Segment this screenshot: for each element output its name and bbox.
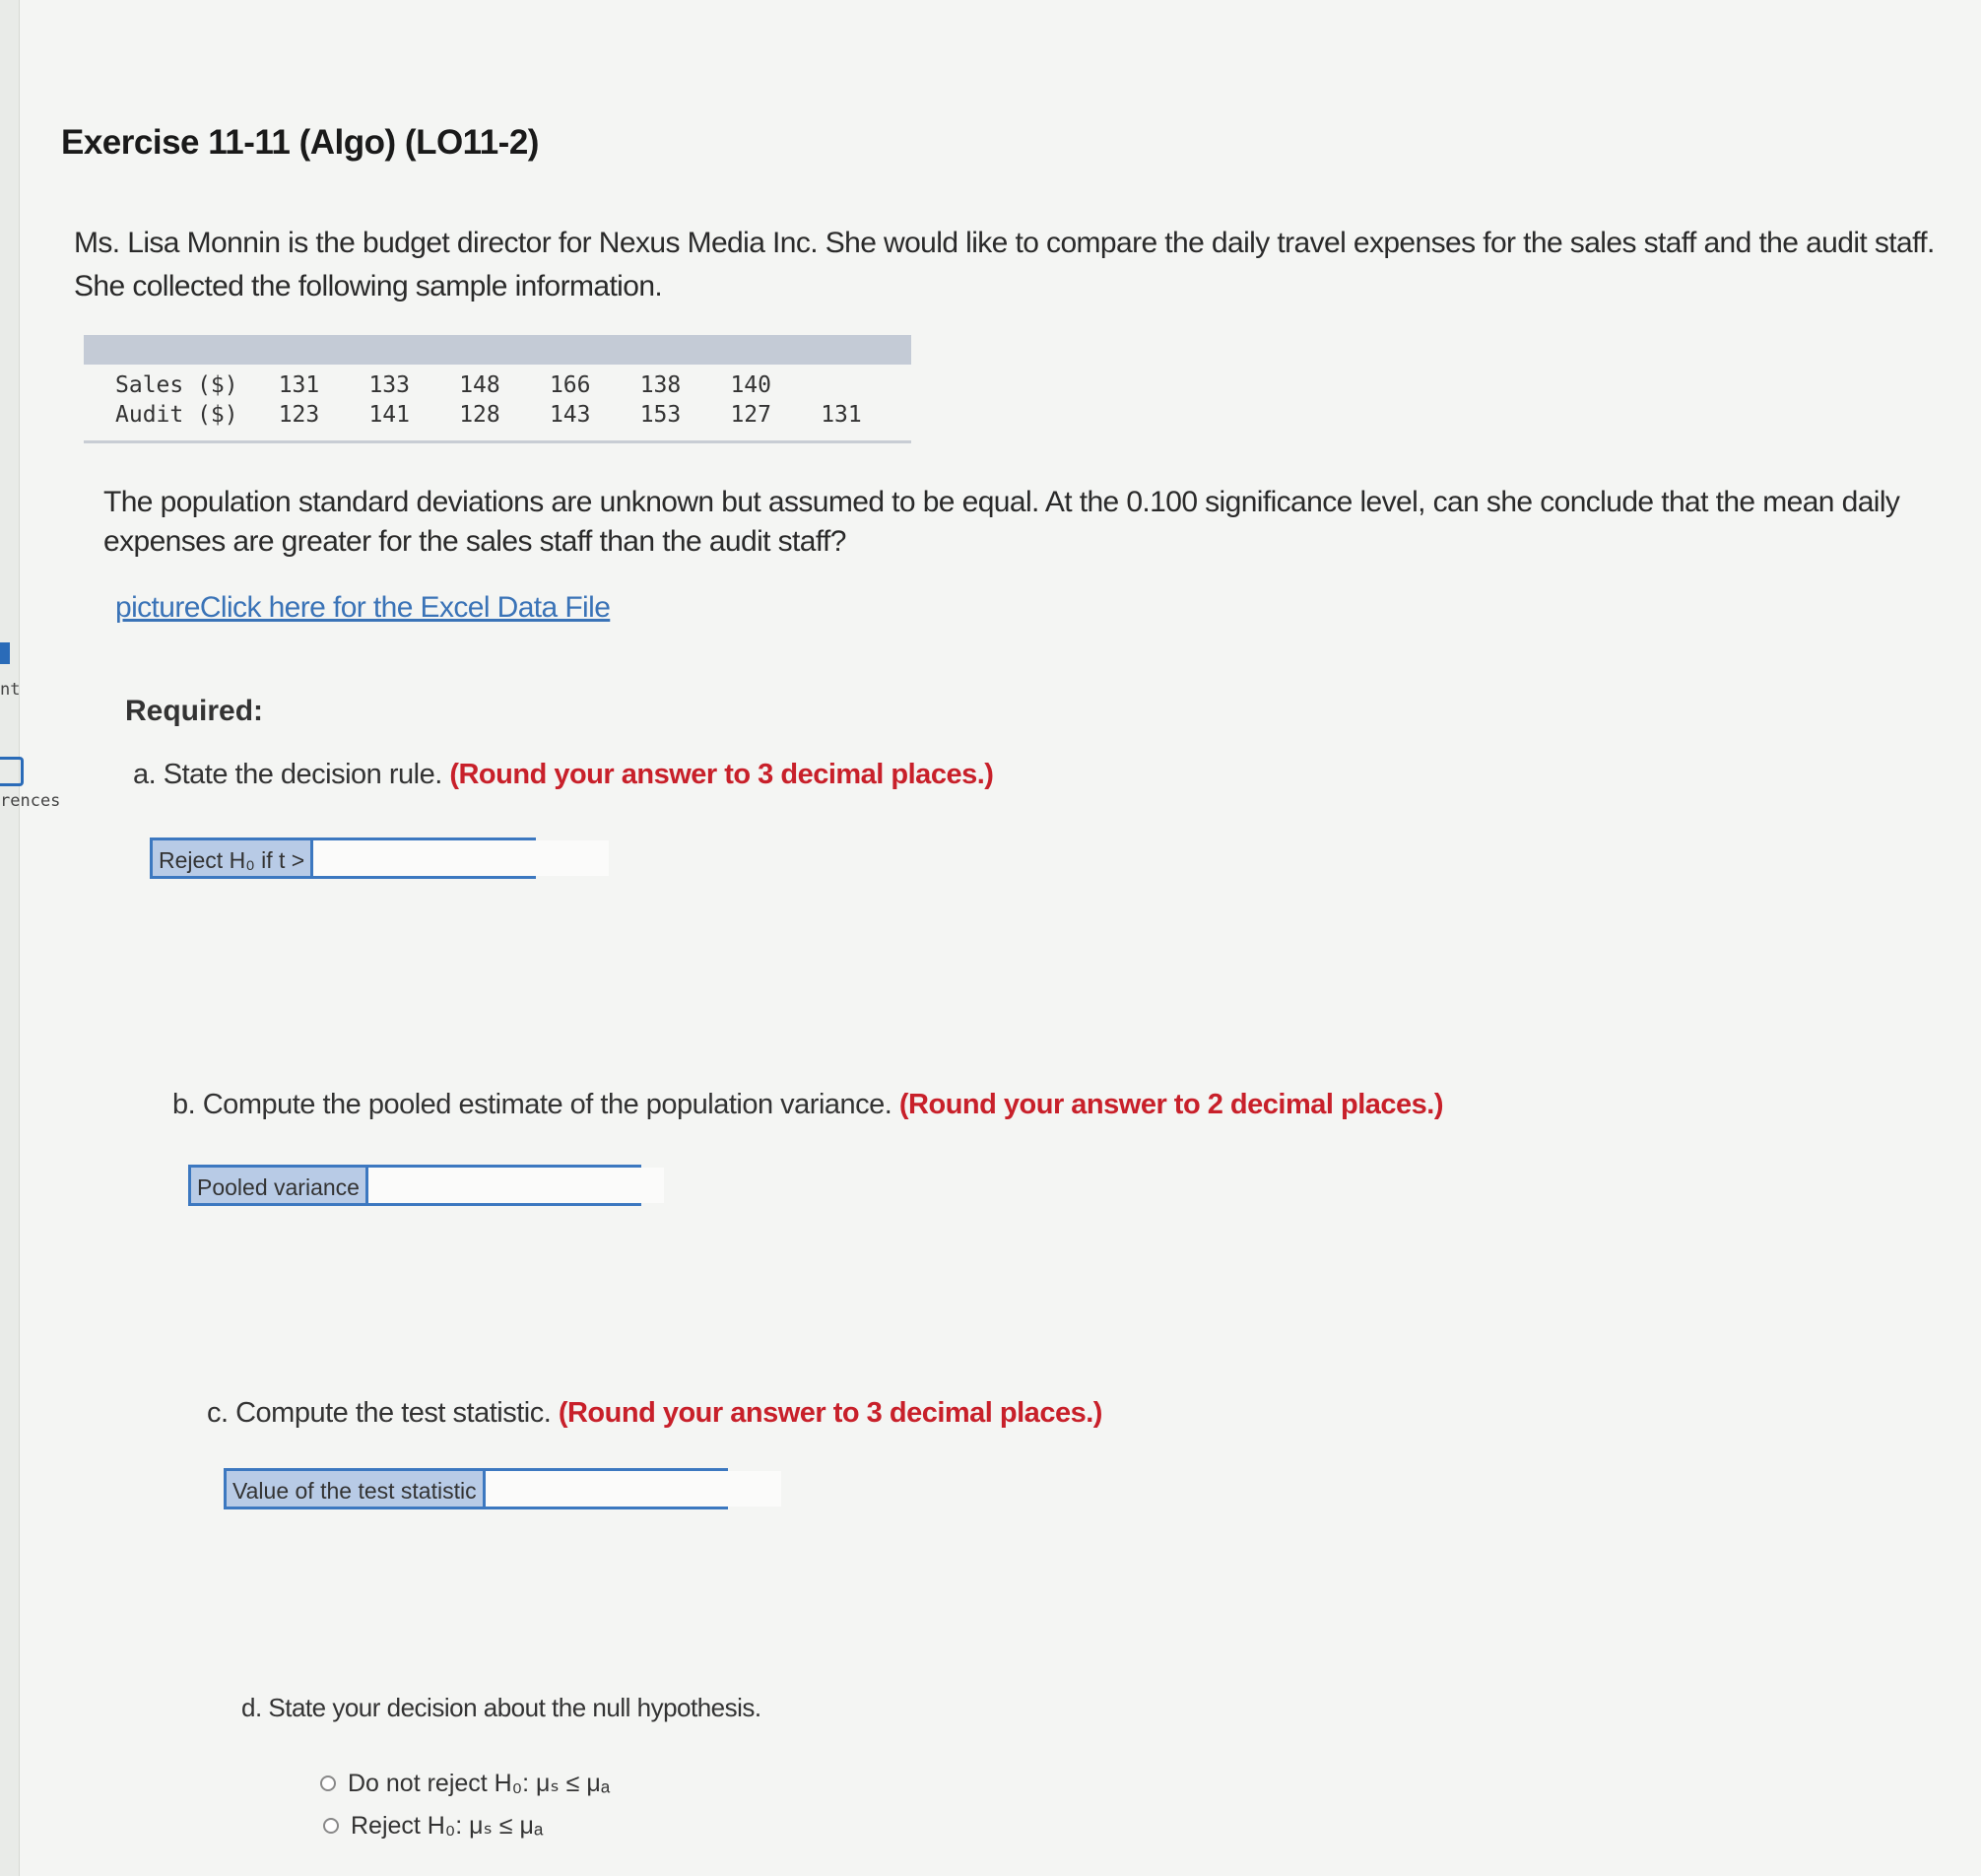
table-cell: 128 xyxy=(459,402,500,428)
references-icon[interactable] xyxy=(0,757,24,786)
part-c-text: c. Compute the test statistic. xyxy=(207,1397,552,1429)
option-do-not-reject-text: Do not reject H₀: μₛ ≤ μₐ xyxy=(348,1770,611,1797)
row-label: Audit ($) xyxy=(115,402,238,428)
problem-assumption: The population standard deviations are unknown but assumed to be equal. At the 0.100 significance level, can she conclude that the mean daily expenses are greater for the sales staff than the audit staff? xyxy=(103,486,1900,558)
part-a-rounding-note: (Round your answer to 3 decimal places.) xyxy=(449,759,994,790)
rail-label-references[interactable]: rences xyxy=(0,791,61,811)
test-statistic-label: Value of the test statistic xyxy=(227,1471,486,1507)
table-cell: 143 xyxy=(549,402,591,428)
part-d-text: d. State your decision about the null hypothesis. xyxy=(241,1693,761,1722)
question-content xyxy=(59,0,1935,1876)
table-cell: 123 xyxy=(278,402,320,428)
table-cell: 131 xyxy=(278,372,320,398)
part-c-rounding-note: (Round your answer to 3 decimal places.) xyxy=(558,1397,1102,1429)
part-a-prompt xyxy=(133,759,993,791)
decision-rule-label: Reject H₀ if t > xyxy=(153,840,313,876)
table-cell: 140 xyxy=(730,372,771,398)
radio-button[interactable] xyxy=(323,1818,339,1834)
part-b-rounding-note: (Round your answer to 2 decimal places.) xyxy=(898,1089,1443,1120)
excel-data-file-link[interactable]: pictureClick here for the Excel Data File xyxy=(115,591,611,624)
table-cell: 141 xyxy=(368,402,410,428)
table-cell: 166 xyxy=(549,372,591,398)
part-b-text: b. Compute the pooled estimate of the population variance. xyxy=(172,1089,892,1120)
option-reject[interactable] xyxy=(323,1811,543,1841)
sample-data-table xyxy=(84,335,911,443)
test-statistic-input[interactable] xyxy=(486,1471,781,1507)
exercise-title: Exercise 11-11 (Algo) (LO11-2) xyxy=(61,123,539,162)
table-row-audit xyxy=(115,400,911,430)
test-statistic-answer xyxy=(224,1468,728,1509)
part-c-prompt xyxy=(207,1397,1102,1430)
part-b-prompt xyxy=(172,1089,1443,1121)
pooled-variance-label: Pooled variance xyxy=(191,1168,368,1203)
part-a-text: a. State the decision rule. xyxy=(133,759,442,790)
pooled-variance-input[interactable] xyxy=(368,1168,664,1203)
table-cell: 133 xyxy=(368,372,410,398)
decision-rule-answer xyxy=(150,838,536,879)
table-cell xyxy=(821,370,911,400)
table-cell: 138 xyxy=(639,372,682,398)
rail-active-marker xyxy=(0,642,10,664)
required-heading: Required: xyxy=(125,695,264,727)
table-cell: 127 xyxy=(730,402,771,428)
table-row-sales xyxy=(115,370,911,400)
table-header-band xyxy=(84,335,911,365)
row-label: Sales ($) xyxy=(115,372,238,398)
problem-intro: Ms. Lisa Monnin is the budget director for Nexus Media Inc. She would like to compare the daily travel expenses for the sales staff and the audit staff. She collected the following sample information. xyxy=(74,227,1935,302)
part-d-prompt xyxy=(241,1693,761,1723)
data-table xyxy=(115,370,911,430)
option-do-not-reject[interactable] xyxy=(320,1769,610,1798)
table-cell: 148 xyxy=(459,372,500,398)
left-nav-rail xyxy=(0,0,61,1876)
table-cell: 153 xyxy=(639,402,682,428)
option-reject-text: Reject H₀: μₛ ≤ μₐ xyxy=(351,1812,544,1840)
radio-button[interactable] xyxy=(320,1776,336,1791)
decision-rule-input[interactable] xyxy=(313,840,609,876)
rail-label-top[interactable]: nt xyxy=(0,680,21,700)
table-cell: 131 xyxy=(821,402,862,428)
pooled-variance-answer xyxy=(188,1165,641,1206)
